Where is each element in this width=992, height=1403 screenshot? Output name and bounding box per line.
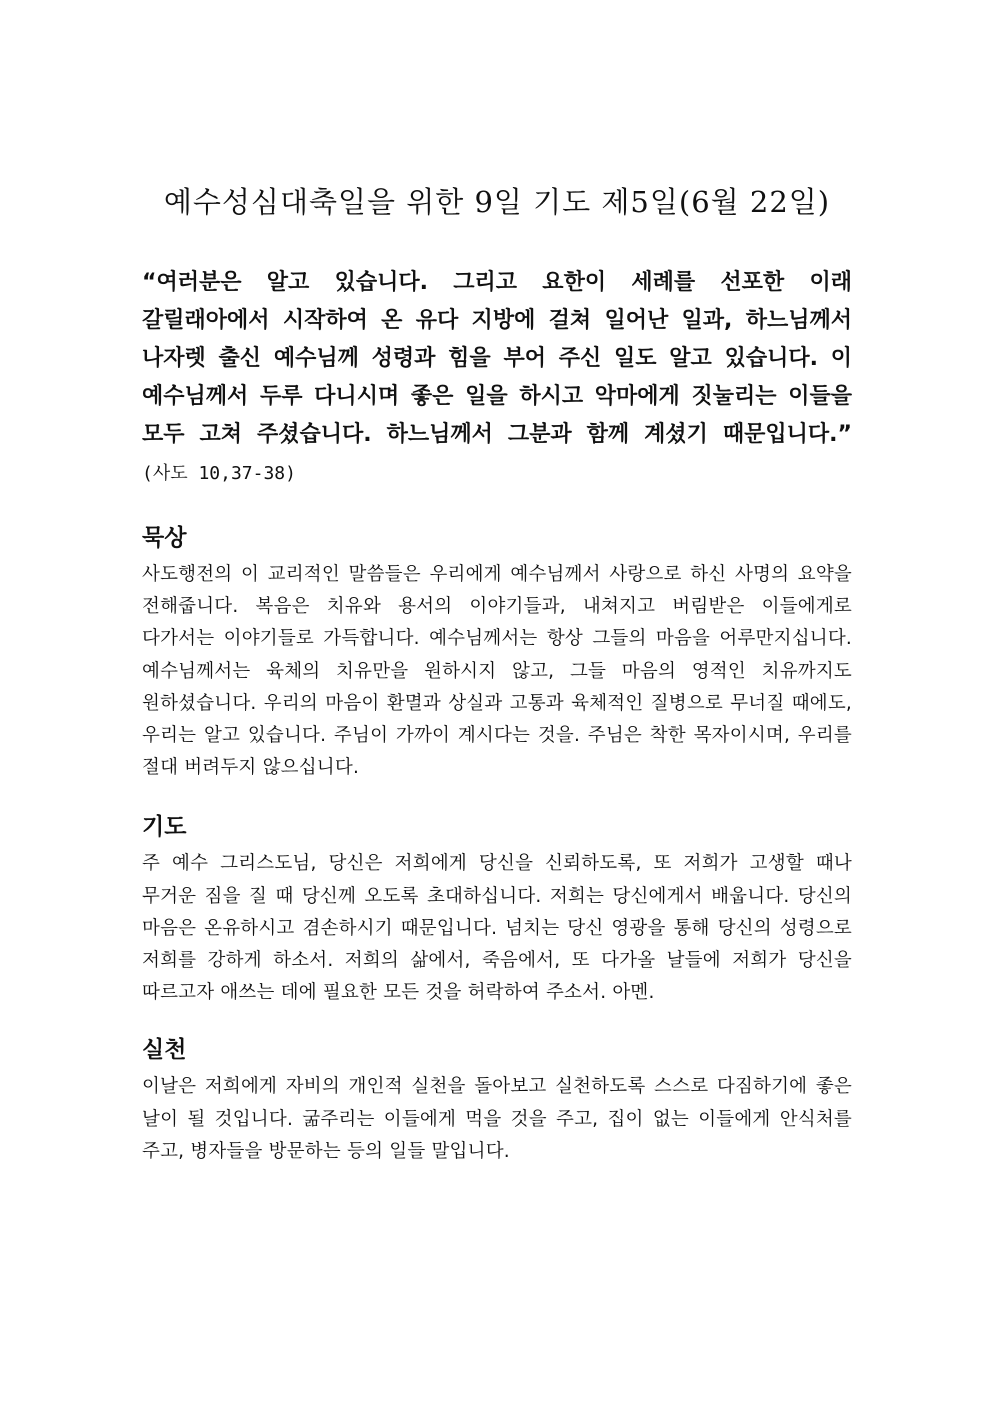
quote-text: “여러분은 알고 있습니다. 그리고 요한이 세례를 선포한 이래 갈릴래아에서 시작하여 온 유다 지방에 걸쳐 일어난 일과, 하느님께서 나자렛 출신 예수님께 성령과 힘을 부어 주신 일도 알고 있습니다. 이 예수님께서 두루 다니시며 좋은 일을 하시고 악마에게 짓눌리는 이들을 모두 고쳐 주셨습니다. 하느님께서 그분과 함께 계셨기 때문입니다.”: [142, 270, 852, 447]
scripture-quote: [142, 264, 852, 493]
quote-reference: (사도 10,37-38): [142, 463, 296, 484]
section-body-practice: 이날은 저희에게 자비의 개인적 실천을 돌아보고 실천하도록 스스로 다짐하기에 좋은 날이 될 것입니다. 굶주리는 이들에게 먹을 것을 주고, 집이 없는 이들에게 안식처를 주고, 병자들을 방문하는 등의 일들 말입니다.: [142, 1076, 852, 1162]
document-content: [142, 180, 852, 1168]
section-heading-prayer: 기도: [142, 814, 187, 841]
section-heading-meditation: 묵상: [142, 525, 187, 551]
section-meditation: [142, 521, 852, 784]
section-practice: [142, 1033, 852, 1168]
section-body-meditation: 사도행전의 이 교리적인 말씀들은 우리에게 예수님께서 사랑으로 하신 사명의 요약을 전해줍니다. 복음은 치유와 용서의 이야기들과, 내쳐지고 버림받은 이들에게로 다가서는 이야기들로 가득합니다. 예수님께서는 항상 그들의 마음을 어루만지십니다. 예수님께서는 육체의 치유만을 원하시지 않고, 그들 마음의 영적인 치유까지도 원하셨습니다. 우리의 마음이 환멸과 상실과 고통과 육체적인 질병으로 무너질 때에도, 우리는 알고 있습니다. 주님이 가까이 계시다는 것을. 주님은 착한 목자이시며, 우리를 절대 버려두지 않으십니다.: [142, 564, 852, 779]
page-title: 예수성심대축일을 위한 9일 기도 제5일(6월 22일): [163, 185, 831, 219]
section-heading-practice: 실천: [142, 1037, 187, 1064]
section-prayer: [142, 810, 852, 1009]
section-body-prayer: 주 예수 그리스도님, 당신은 저희에게 당신을 신뢰하도록, 또 저희가 고생할 때나 무거운 짐을 질 때 당신께 오도록 초대하십니다. 저희는 당신에게서 배웁니다. 당신의 마음은 온유하시고 겸손하시기 때문입니다. 넘치는 당신 영광을 통해 당신의 성령으로 저희를 강하게 하소서. 저희의 삶에서, 죽음에서, 또 다가올 날들에 저희가 당신을 따르고자 애쓰는 데에 필요한 모든 것을 허락하여 주소서. 아멘.: [142, 853, 852, 1004]
